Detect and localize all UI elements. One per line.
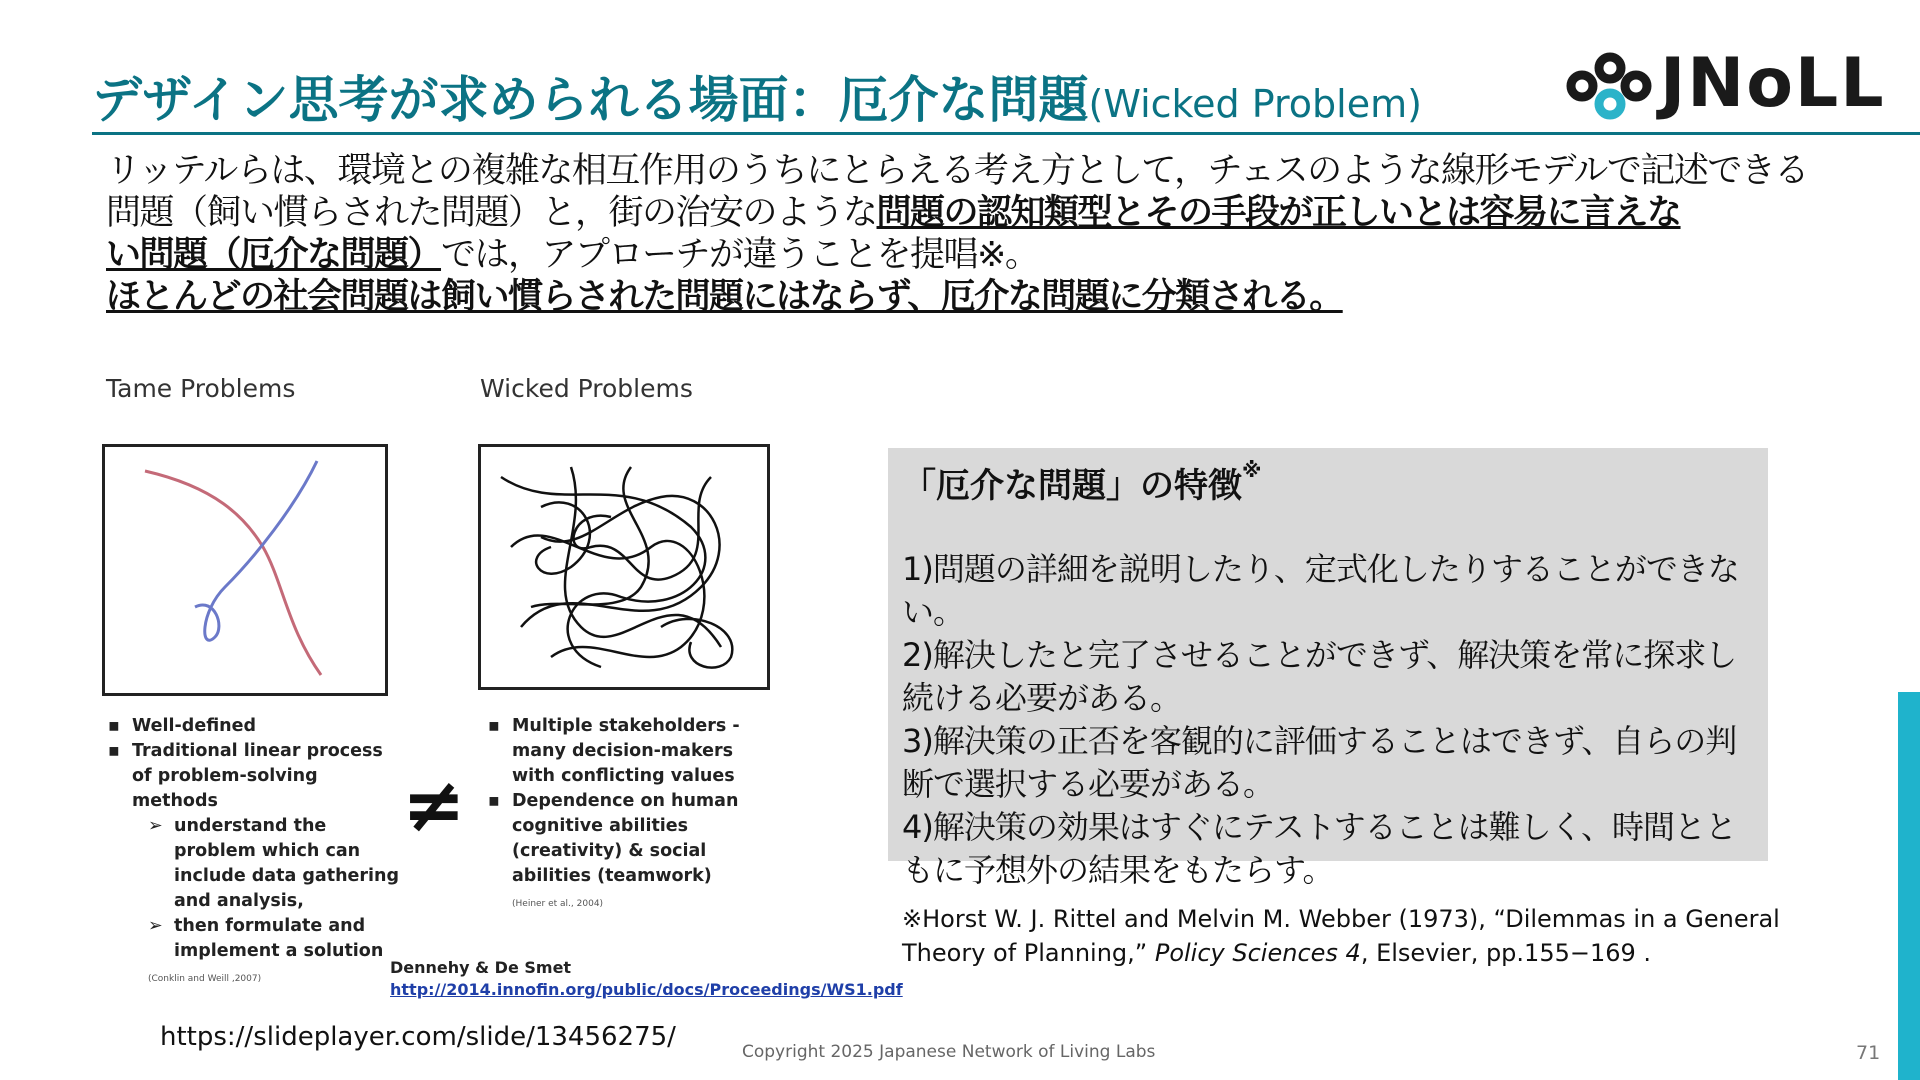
list-item: 3)解決策の正否を客観的に評価することはできず、自らの判断で選択する必要がある。: [902, 722, 1737, 803]
wicked-tangle-graphic: [481, 447, 767, 687]
wicked-bullet-2: Dependence on human cognitive abilities (creativity) & social abilities (teamwork): [512, 791, 739, 886]
intro-line2-bold: 問題の認知類型とその手段が正しいとは容易に言えな: [876, 193, 1681, 233]
intro-line3-bold: い問題（厄介な問題）: [106, 235, 442, 275]
list-item: ▪ Multiple stakeholders - many decision-makers with conflicting values: [488, 714, 766, 789]
intro-line1: リッテルらは、環境との複雑な相互作用のうちにとらえる考え方として，チェスのような線形モデルで記述できる: [106, 151, 1808, 191]
list-item: ▪ Well-defined: [108, 714, 408, 739]
tame-problem-list: [108, 714, 408, 992]
wicked-problem-list: [488, 714, 766, 917]
source-url: https://slideplayer.com/slide/13456275/: [160, 1022, 676, 1052]
reference-journal: Policy Sciences 4: [1154, 939, 1361, 967]
reference-part1: ※Horst W. J. Rittel and Melvin M. Webber (1973), “Dilemmas in a General Theory of Planning,”: [902, 905, 1780, 967]
figure-credit-link[interactable]: http://2014.innofin.org/public/docs/Proceedings/WS1.pdf: [390, 980, 903, 999]
list-item: ▪ Dependence on human cognitive abilities (creativity) & social abilities (teamwork): [488, 789, 766, 889]
chain-link-icon: [1562, 46, 1654, 126]
tame-subbullet-2: then formulate and implement a solution: [174, 916, 384, 961]
reference-note: [902, 902, 1802, 970]
list-item: ➢ understand the problem which can include data gathering and analysis,: [108, 814, 408, 914]
figure-credit: Dennehy & De Smet: [390, 958, 572, 977]
slide-title-sub: (Wicked Problem): [1088, 82, 1422, 126]
list-item: 4)解決策の効果はすぐにテストすることは難しく、時間とともに予想外の結果をもたらす。: [902, 808, 1736, 889]
tame-citation: (Conklin and Weill ,2007): [148, 974, 262, 984]
reference-part2: , Elsevier, pp.155−169 .: [1360, 939, 1652, 967]
tame-subbullet-1: understand the problem which can include data gathering and analysis,: [174, 816, 400, 911]
intro-line2-plain: 問題（飼い慣らされた問題）と，街の治安のような: [106, 193, 877, 233]
copyright-text: Copyright 2025 Japanese Network of Living Labs: [742, 1042, 1156, 1062]
list-item: ▪ Traditional linear process of problem-solving methods: [108, 739, 408, 814]
tame-problem-diagram: [102, 444, 388, 696]
list-item: 1)問題の詳細を説明したり、定式化したりすることができない。: [902, 550, 1739, 631]
intro-line3-plain: では，アプローチが違うことを提唱※。: [441, 235, 1039, 275]
not-equal-symbol: ≠: [402, 760, 466, 849]
intro-paragraph: [106, 150, 1826, 318]
slide-title-main: デザイン思考が求められる場面：厄介な問題: [92, 71, 1089, 129]
tame-bullet-2: Traditional linear process of problem-solving methods: [132, 741, 383, 811]
panel-heading-mark: ※: [1242, 458, 1262, 482]
wicked-problem-diagram: [478, 444, 770, 690]
intro-conclusion: ほとんどの社会問題は飼い慣らされた問題にはならず、厄介な問題に分類される。: [106, 277, 1343, 317]
logo-text: JNoLL: [1660, 44, 1886, 123]
wicked-problems-label: Wicked Problems: [480, 374, 693, 403]
accent-side-bar: [1898, 692, 1920, 1080]
wicked-citation: (Heiner et al., 2004): [512, 899, 604, 909]
page-number: 71: [1856, 1042, 1881, 1064]
tame-lines-graphic: [105, 447, 385, 693]
slide-title: [92, 60, 1422, 132]
panel-heading: [902, 458, 1261, 507]
tame-problems-label: Tame Problems: [106, 374, 296, 403]
list-item: ➢ then formulate and implement a solution: [108, 914, 408, 964]
wicked-bullet-1: Multiple stakeholders - many decision-makers with conflicting values: [512, 716, 740, 786]
panel-heading-text: 「厄介な問題」の特徴: [902, 466, 1242, 506]
title-underline: [92, 132, 1920, 135]
jnoll-logo: [1562, 46, 1912, 126]
panel-list: [902, 548, 1742, 892]
list-item: 2)解決したと完了させることができず、解決策を常に探求し続ける必要がある。: [902, 636, 1737, 717]
tame-bullet-1: Well-defined: [132, 716, 257, 736]
